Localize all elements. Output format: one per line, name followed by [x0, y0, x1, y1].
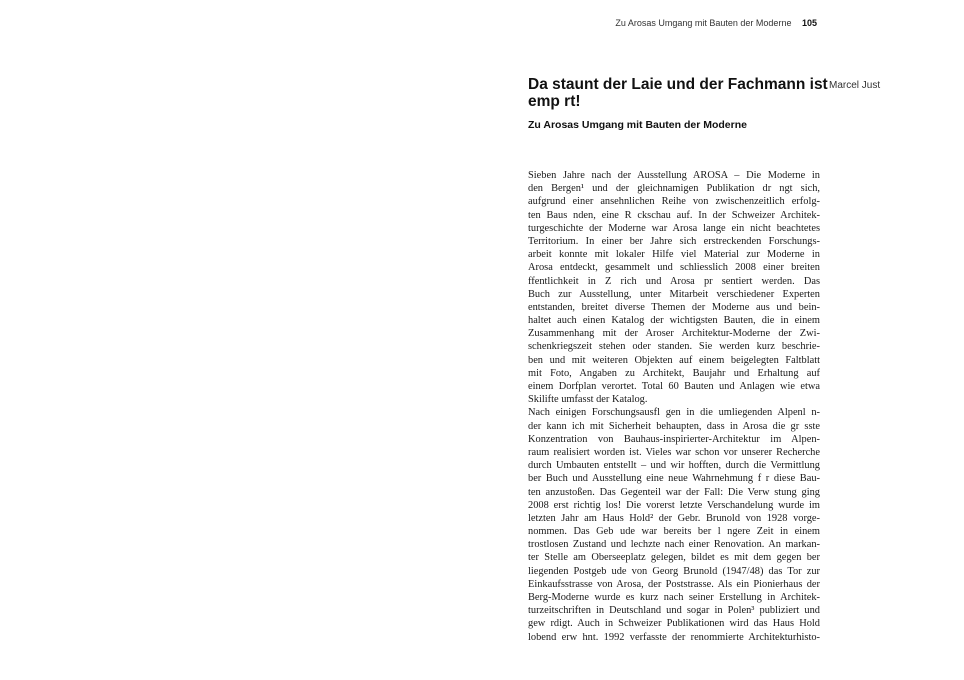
body-line: ben und mit weiteren Objekten auf einem beigelegten Faltblatt — [528, 354, 820, 366]
running-head — [615, 18, 817, 28]
running-head-title: Zu Arosas Umgang mit Bauten der Moderne — [615, 18, 792, 28]
body-line: turzeitschriften in Deutschland und sogar in Polen³ publiziert und — [528, 605, 820, 617]
body-line: Konzentration von Bauhaus-inspirierter-Architektur im Alpen- — [528, 433, 820, 445]
body-line: Berg-Moderne wurde es kurz nach seiner Erstellung in Architek- — [528, 592, 820, 603]
article-author: Marcel Just — [829, 80, 881, 91]
body-line: liegenden Postgeb ude von Georg Brunold (1947/48) das Tor zur — [528, 565, 820, 577]
body-line: lobend erw hnt. 1992 verfasste der renommierte Architekturhisto- — [528, 631, 820, 643]
body-line: gew rdigt. Auch in Schweizer Publikationen wird das Haus Hold — [528, 618, 820, 630]
article-body — [528, 169, 820, 644]
body-line: den Bergen¹ und der gleichnamigen Publikation dr ngt sich, — [528, 183, 820, 195]
body-line: schenkriegszeit stehen oder standen. Sie werden kurz beschrie- — [528, 341, 820, 353]
body-line: Buch zur Ausstellung, unter Mitarbeit verschiedener Experten — [528, 288, 820, 300]
page-number: 105 — [801, 18, 817, 28]
body-line: letzten Jahr am Haus Hold² der Gebr. Brunold von 1928 vorge- — [528, 512, 820, 524]
body-line: ter Stelle am Oberseeplatz gelegen, bildet es mit dem gegen ber — [528, 552, 820, 564]
article-title: Da staunt der Laie und der Fachmann ist emp rt! — [528, 76, 828, 110]
body-line: Sieben Jahre nach der Ausstellung AROSA – Die Moderne in — [528, 170, 820, 181]
body-line: trostlosen Zustand und lechzte nach einer Renovation. An markan- — [528, 539, 820, 551]
body-line: Territorium. In einer ber Jahre sich erstreckenden Forschungs- — [528, 235, 820, 247]
body-line: Nach einigen Forschungsausfl gen in die umliegenden Alpenl n- — [528, 407, 820, 419]
body-line: ffentlichkeit in Z rich und Arosa pr sentiert werden. Das — [528, 275, 820, 287]
body-line: durch Umbauten entstellt – und wir hofften, durch die Vermittlung — [528, 460, 820, 472]
body-line: Arosa entdeckt, gesammelt und schliesslich 2008 einer breiten — [528, 262, 820, 274]
body-line: aufgrund einer ansehnlichen Reihe von zwischenzeitlich erfolg- — [528, 196, 820, 208]
body-line: Einkaufsstrasse von Arosa, der Poststrasse. Als ein Pionierhaus der — [528, 578, 820, 590]
body-line: nommen. Das Geb ude war bereits ber l ngere Zeit in einem — [528, 526, 820, 538]
body-line: mit Foto, Angaben zu Architekt, Baujahr und Erhaltung auf — [528, 367, 820, 379]
body-line: ten anzustoßen. Das Gegenteil war der Fall: Die Verw stung ging — [528, 486, 820, 498]
body-line: Zusammenhang mit der Aroser Architektur-Moderne der Zwi- — [528, 328, 820, 340]
body-line: haltet auch einen Katalog der wichtigsten Bauten, die in einem — [528, 315, 820, 327]
body-line: ber Buch und Ausstellung eine neue Wahrnehmung f r diese Bau- — [528, 473, 820, 485]
body-line: arbeit konnte mit lokaler Hilfe viel Material zur Moderne in — [528, 249, 820, 261]
body-line: Skilifte umfasst der Katalog. — [528, 394, 648, 406]
body-line: einem Dorfplan verortet. Total 60 Bauten und Anlagen wie etwa — [528, 381, 820, 392]
body-line: ten Baus nden, eine R ckschau auf. In der Schweizer Architek- — [528, 209, 820, 221]
article-subtitle: Zu Arosas Umgang mit Bauten der Moderne — [528, 119, 747, 131]
body-line: turgeschichte der Moderne war Arosa lange ein nicht beachtetes — [528, 222, 820, 234]
body-line: der kann ich mit Sicherheit behaupten, dass in Arosa die gr sste — [528, 420, 820, 432]
body-line: raum realisiert worden ist. Vieles war schon vor unserer Recherche — [528, 446, 820, 458]
body-line: 2008 erst richtig los! Die vorerst letzte Verschandelung wurde im — [528, 499, 820, 511]
body-line: entstanden, breitet diverse Themen der Moderne aus und bein- — [528, 301, 820, 313]
